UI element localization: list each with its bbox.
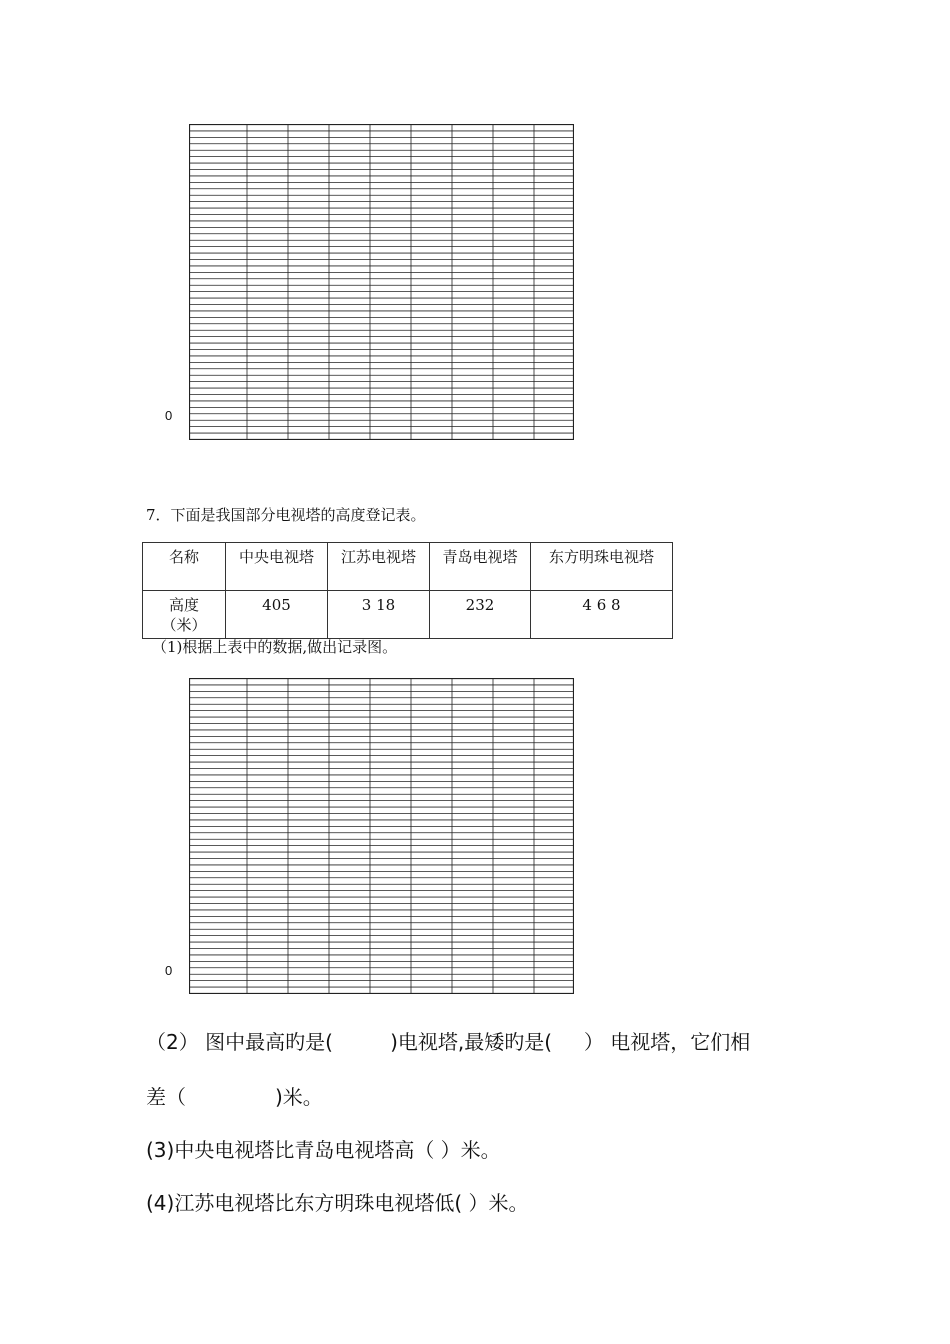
- table-row-label: [143, 591, 226, 639]
- top-grid-lines: [189, 124, 574, 440]
- bottom-grid-lines: [189, 678, 574, 994]
- top-grid-zero-label: 0: [165, 408, 173, 423]
- table-header-cell: 东方明珠电视塔: [531, 543, 673, 591]
- table-row: [143, 591, 673, 639]
- table-cell: 4 6 8: [531, 591, 673, 639]
- sub-question-2-line1: （2） 图中最高旳是( )电视塔,最矮旳是( ） 电视塔，它们相: [146, 1030, 751, 1054]
- sub-question-1: （1)根据上表中的数据,做出记录图。: [152, 638, 398, 656]
- table-cell: 405: [226, 591, 328, 639]
- row-label-line1: 高度: [168, 596, 199, 614]
- bottom-blank-grid: [189, 678, 574, 994]
- table-header-cell: 中央电视塔: [226, 543, 328, 591]
- table-header-cell: 名称: [143, 543, 226, 591]
- table-cell: 3 18: [328, 591, 430, 639]
- sub-question-2-line2: 差（ )米。: [146, 1085, 323, 1109]
- question-7-title: 7．下面是我国部分电视塔的高度登记表。: [146, 506, 426, 524]
- sub-question-3: (3)中央电视塔比青岛电视塔高（ ）米。: [146, 1138, 501, 1162]
- table-header-cell: 青岛电视塔: [430, 543, 531, 591]
- table-cell: 232: [430, 591, 531, 639]
- row-label-line2: （米）: [161, 616, 207, 632]
- top-blank-grid: [189, 124, 574, 440]
- sub-question-4: (4)江苏电视塔比东方明珠电视塔低( ）米。: [146, 1191, 529, 1215]
- table-header-row: [143, 543, 673, 591]
- table-header-cell: 江苏电视塔: [328, 543, 430, 591]
- bottom-grid-zero-label: 0: [165, 963, 173, 978]
- tv-tower-height-table: [142, 542, 673, 639]
